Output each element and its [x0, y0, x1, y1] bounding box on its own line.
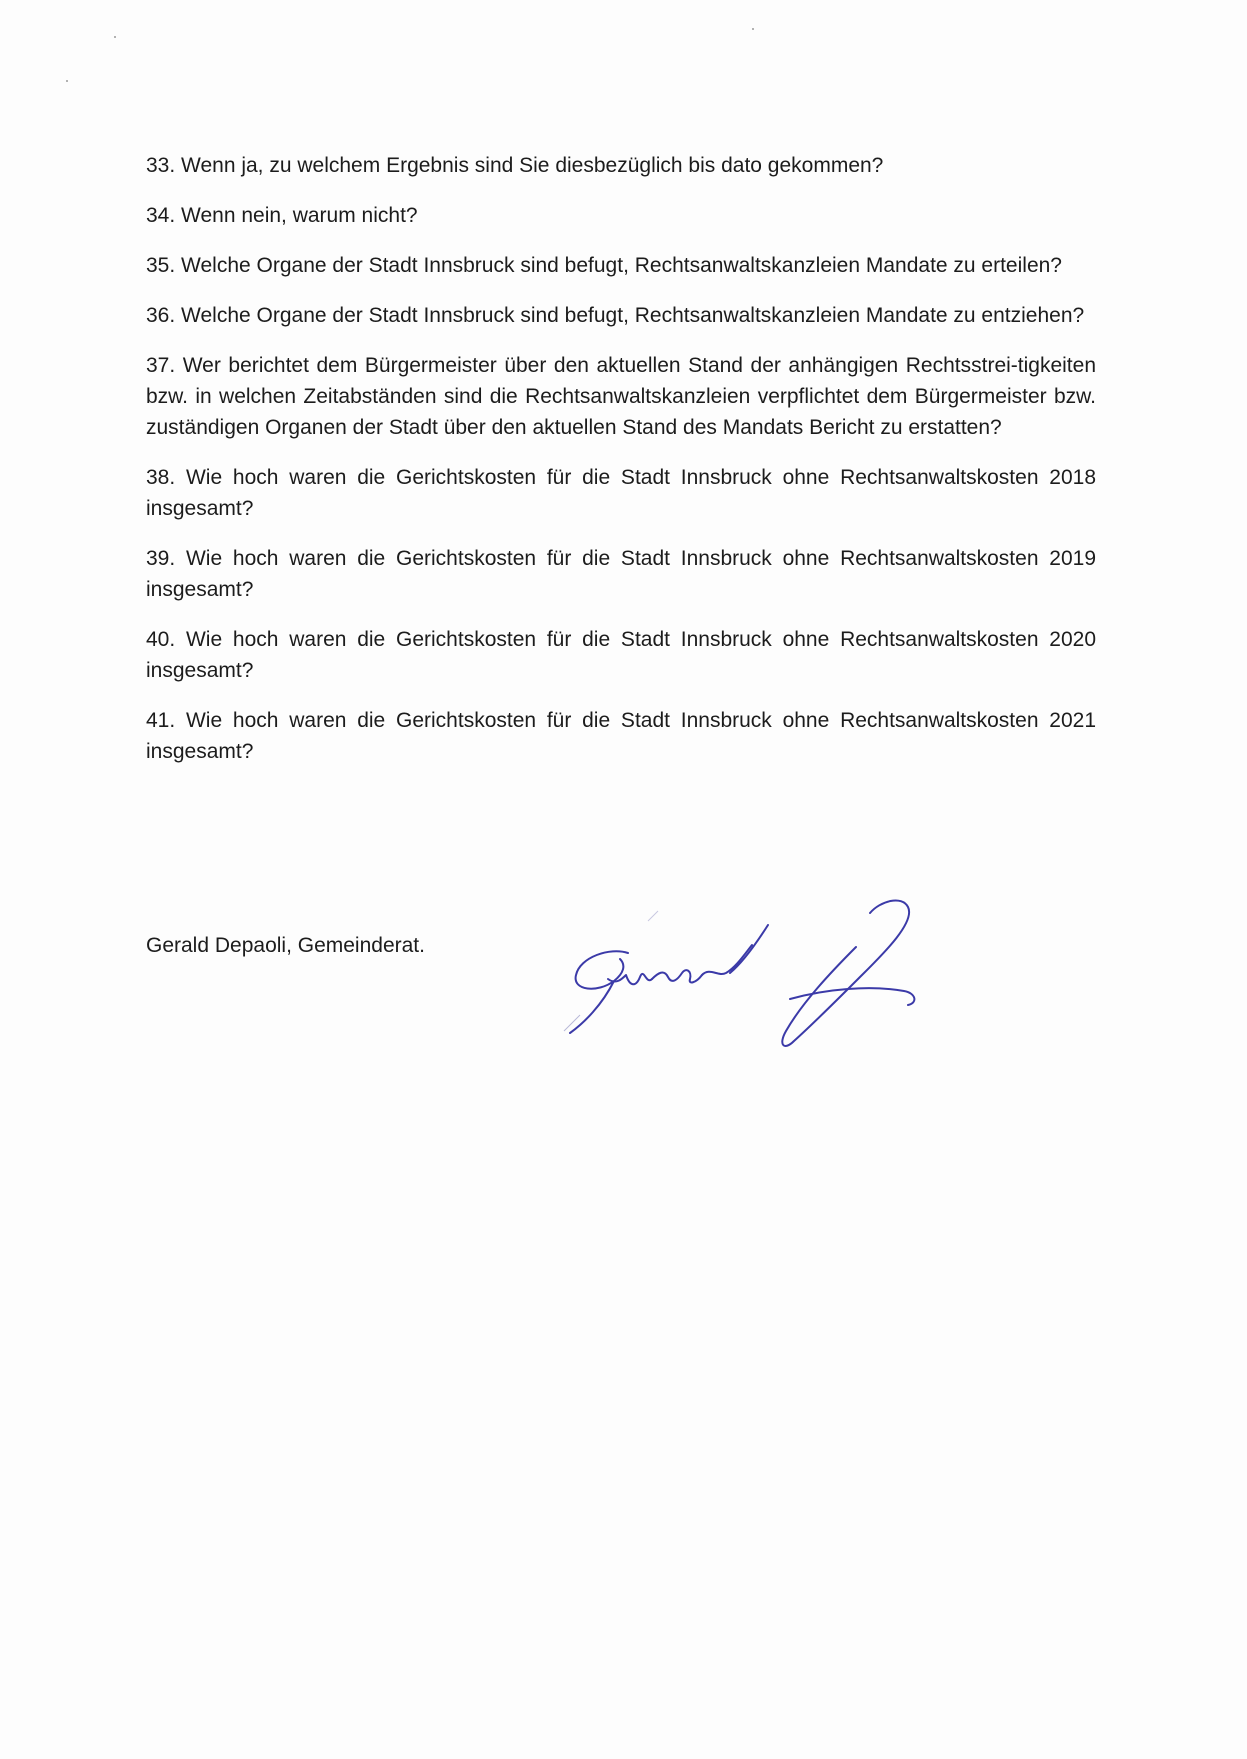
scan-speck [752, 28, 754, 30]
question-40: 40. Wie hoch waren die Gerichtskosten für die Stadt Innsbruck ohne Rechtsanwaltskosten 2020 insgesamt? [146, 628, 1096, 682]
handwritten-signature-icon [540, 895, 960, 1065]
scan-speck [114, 36, 116, 38]
question-list [146, 150, 1096, 786]
question-41: 41. Wie hoch waren die Gerichtskosten für die Stadt Innsbruck ohne Rechtsanwaltskosten 2021 insgesamt? [146, 709, 1096, 763]
question-39: 39. Wie hoch waren die Gerichtskosten für die Stadt Innsbruck ohne Rechtsanwaltskosten 2019 insgesamt? [146, 547, 1096, 601]
question-35: 35. Welche Organe der Stadt Innsbruck sind befugt, Rechtsanwaltskanzleien Mandate zu erteilen? [146, 254, 1062, 277]
question-34: 34. Wenn nein, warum nicht? [146, 204, 418, 227]
question-36: 36. Welche Organe der Stadt Innsbruck sind befugt, Rechtsanwaltskanzleien Mandate zu entziehen? [146, 304, 1085, 327]
question-33: 33. Wenn ja, zu welchem Ergebnis sind Sie diesbezüglich bis dato gekommen? [146, 154, 884, 177]
signatory-line: Gerald Depaoli, Gemeinderat. [146, 934, 425, 957]
scan-speck [66, 80, 68, 82]
question-38: 38. Wie hoch waren die Gerichtskosten für die Stadt Innsbruck ohne Rechtsanwaltskosten 2018 insgesamt? [146, 466, 1096, 520]
question-37: 37. Wer berichtet dem Bürgermeister über den aktuellen Stand der anhängigen Rechtsstrei-tigkeiten bzw. in welchen Zeitabständen sind die Rechtsanwaltskanzleien verpflichtet dem Bürgermeister bzw. zuständigen Organen der Stadt über den aktuellen Stand des Mandats Bericht zu erstatten? [146, 354, 1096, 439]
